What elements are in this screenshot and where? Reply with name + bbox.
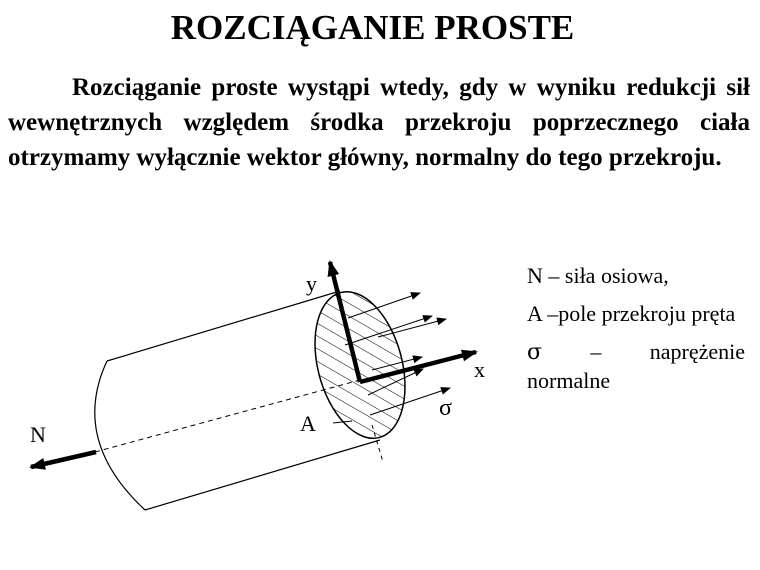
legend-a-symbol: A: [527, 301, 542, 326]
legend-n-symbol: N: [527, 263, 543, 288]
legend-sigma: [527, 338, 745, 395]
legend-n: [527, 262, 745, 290]
area-label: A: [300, 411, 316, 436]
cross-section: [300, 282, 420, 449]
legend-a: [527, 300, 745, 328]
x-axis-label: x: [474, 357, 485, 382]
sigma-label: σ: [439, 395, 452, 421]
legend-sigma-text: – naprężenie normalne: [527, 339, 745, 393]
n-force-label: N: [30, 422, 46, 447]
page-title: ROZCIĄGANIE PROSTE: [170, 8, 575, 47]
intro-paragraph: Rozciąganie proste wystąpi wtedy, gdy w wyniku redukcji sił wewnętrznych względem środka przekroju poprzecznego ciała otrzymamy wyłącznie wektor główny, normalny do tego przekroju.: [8, 74, 750, 171]
cylinder-bottom-edge: [145, 440, 380, 510]
legend-a-text: –pole przekroju pręta: [541, 301, 736, 326]
y-axis-label: y: [306, 271, 317, 296]
legend-n-text: – siła osiowa,: [542, 263, 669, 288]
axis-dashed-line: [95, 380, 360, 452]
legend: [527, 262, 745, 405]
legend-sigma-symbol: σ: [527, 340, 543, 365]
cylinder-left-end: [95, 361, 145, 510]
n-force-arrow: [31, 452, 96, 467]
cylinder-top-edge: [107, 291, 340, 361]
